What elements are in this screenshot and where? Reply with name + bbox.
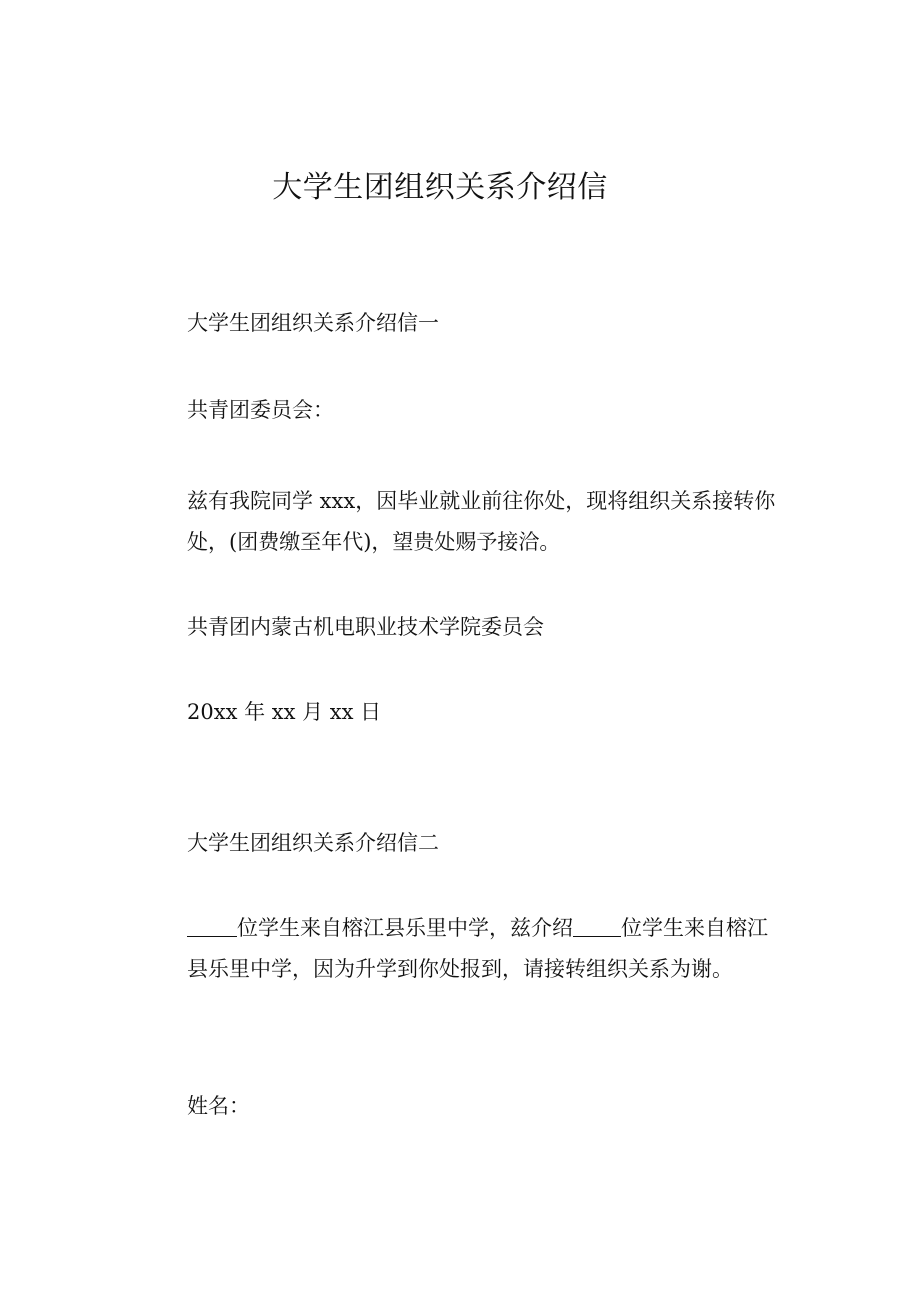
letter1-body: 兹有我院同学 xxx，因毕业就业前往你处，现将组织关系接转你处，(团费缴至年代)，望贵处赐予接洽。 <box>187 489 776 554</box>
letter1-salutation: 共青团委员会： <box>187 398 334 422</box>
letter2-heading: 大学生团组织关系介绍信二 <box>187 831 439 855</box>
blank-line <box>573 914 621 937</box>
blank-line <box>187 914 237 937</box>
letter1-date: 20xx 年 xx 月 xx 日 <box>187 700 382 724</box>
letter1-signature: 共青团内蒙古机电职业技术学院委员会 <box>187 615 544 639</box>
letter1-heading: 大学生团组织关系介绍信一 <box>187 311 439 335</box>
document-title: 大学生团组织关系介绍信 <box>272 170 608 205</box>
letter2-body-part1: 位学生来自榕江县乐里中学，兹介绍 <box>237 916 573 940</box>
letter2-body-part2: 位学生来自榕江县乐里中学，因为升学到你处报到，请接转组织关系为谢。 <box>187 916 768 981</box>
letter2-body <box>140 908 787 990</box>
letter2-name-label: 姓名： <box>187 1094 250 1118</box>
